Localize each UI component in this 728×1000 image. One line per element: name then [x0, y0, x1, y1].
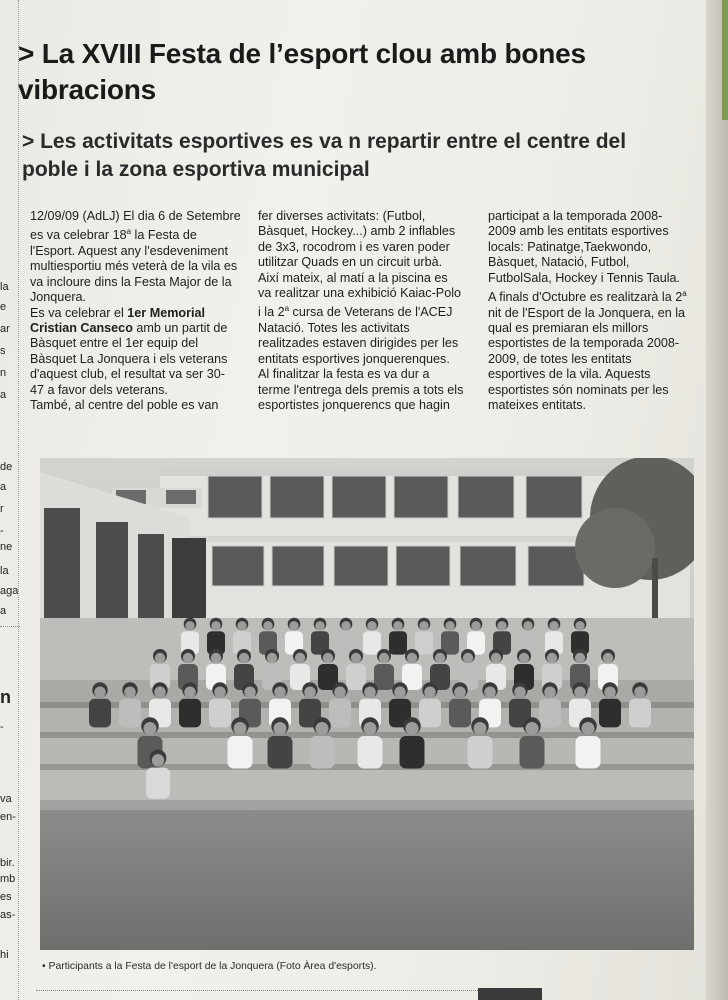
fragment-text: as- — [0, 909, 16, 921]
fragment-text: mb — [0, 873, 16, 885]
article-title — [18, 36, 690, 108]
fragment-text: n — [0, 367, 7, 379]
fragment-text: s — [0, 345, 6, 357]
fragment-text: la — [0, 565, 9, 577]
footer-mark — [478, 988, 542, 1000]
footer-rule — [36, 990, 516, 991]
fragment-text: aga — [0, 585, 18, 597]
paragraph: participat a la temporada 2008-2009 amb les entitats esportives locals: Patinatge,Taekwondo, Bàsquet, Natació, Futbol, FutbolSala, Hockey i Tennis Taula. — [488, 209, 681, 285]
fragment-text: ar — [0, 323, 10, 335]
fragment-text: de — [0, 461, 13, 473]
fragment-text: la — [0, 281, 9, 293]
paragraph: També, al centre del poble es van — [30, 398, 219, 413]
paragraph: 12/09/09 (AdLJ) El dia 6 de Setembre es va celebrar 18$^a$ la Festa de l'Esport. Aquest any l'esdeveniment multiesportiu més veterà de la vila es va incloure dins la Festa Major de la Jonquera. — [30, 209, 241, 305]
paragraph: Al finalitzar la festa es va dur a terme l'entrega dels premis a tots els esportistes jonquerencs que hagin — [258, 367, 464, 413]
photo-illustration — [40, 458, 694, 950]
fragment-text: - — [0, 721, 4, 733]
previous-article-fragment — [0, 0, 22, 1000]
article-subtitle — [22, 128, 686, 184]
text-column-1 — [30, 209, 242, 413]
fragment-text: a — [0, 481, 7, 493]
section-divider — [0, 626, 20, 627]
fragment-text: es — [0, 891, 12, 903]
title-text: La XVIII Festa de l’esport clou amb bones vibracions — [18, 38, 586, 105]
fragment-text: e — [0, 301, 7, 313]
paragraph: fer diverses activitats: (Futbol, Bàsquet, Hockey...) amb 2 inflables de 3x3, rocodrom i es varen poder utilitzar Quads en un circuit urbà. Així mateix, al matí a la piscina es va realitzar una exhibició Kaiac-Polo i la 2$^a$ cursa de Veterans de l'ACEJ Natació. Totes les activitats realitzades estaven dirigides per les entitats esportives jonquerenques. — [258, 209, 462, 366]
photo-caption: • Participants a la Festa de l'esport de la Jonquera (Foto Àrea d'esports). — [42, 961, 377, 972]
title-marker: > — [18, 38, 35, 69]
column-divider — [18, 0, 19, 1000]
fragment-text: a — [0, 389, 7, 401]
fragment-text: n — [0, 690, 11, 704]
fragment-text: hi — [0, 949, 9, 961]
page-edge — [706, 0, 728, 1000]
fragment-text: a — [0, 605, 7, 617]
subtitle-text: Les activitats esportives es va n repartir entre el centre del poble i la zona esportiva municipal — [22, 130, 627, 181]
paragraph: Es va celebrar el 1er Memorial Cristian Canseco amb un partit de Bàsquet entre el 1er equip del Bàsquet La Jonquera i els veterans d'aquest club, el resultat va ser 30- 47 a favor dels veterans. — [30, 305, 228, 397]
fragment-text: bir. — [0, 857, 15, 869]
text-column-3 — [488, 209, 690, 413]
text-column-2 — [258, 209, 464, 413]
fragment-text: ne — [0, 541, 13, 553]
fragment-text: r — [0, 503, 4, 515]
subtitle-marker: > — [22, 130, 35, 153]
memorial-name: 1er Memorial Cristian Canseco — [30, 305, 205, 336]
paragraph: A finals d'Octubre es realitzarà la 2$^a$ nit de l'Esport de la Jonquera, en la qual es premiaran els millors esportistes de la temporada 2008-2009, de totes les entitats esportives de la vila. Aquests esportistes són nominats per les mateixes entitats. — [488, 289, 687, 413]
fragment-text: en- — [0, 811, 16, 823]
fragment-text: - — [0, 525, 4, 537]
fragment-text: va — [0, 793, 12, 805]
group-photo — [40, 458, 694, 950]
